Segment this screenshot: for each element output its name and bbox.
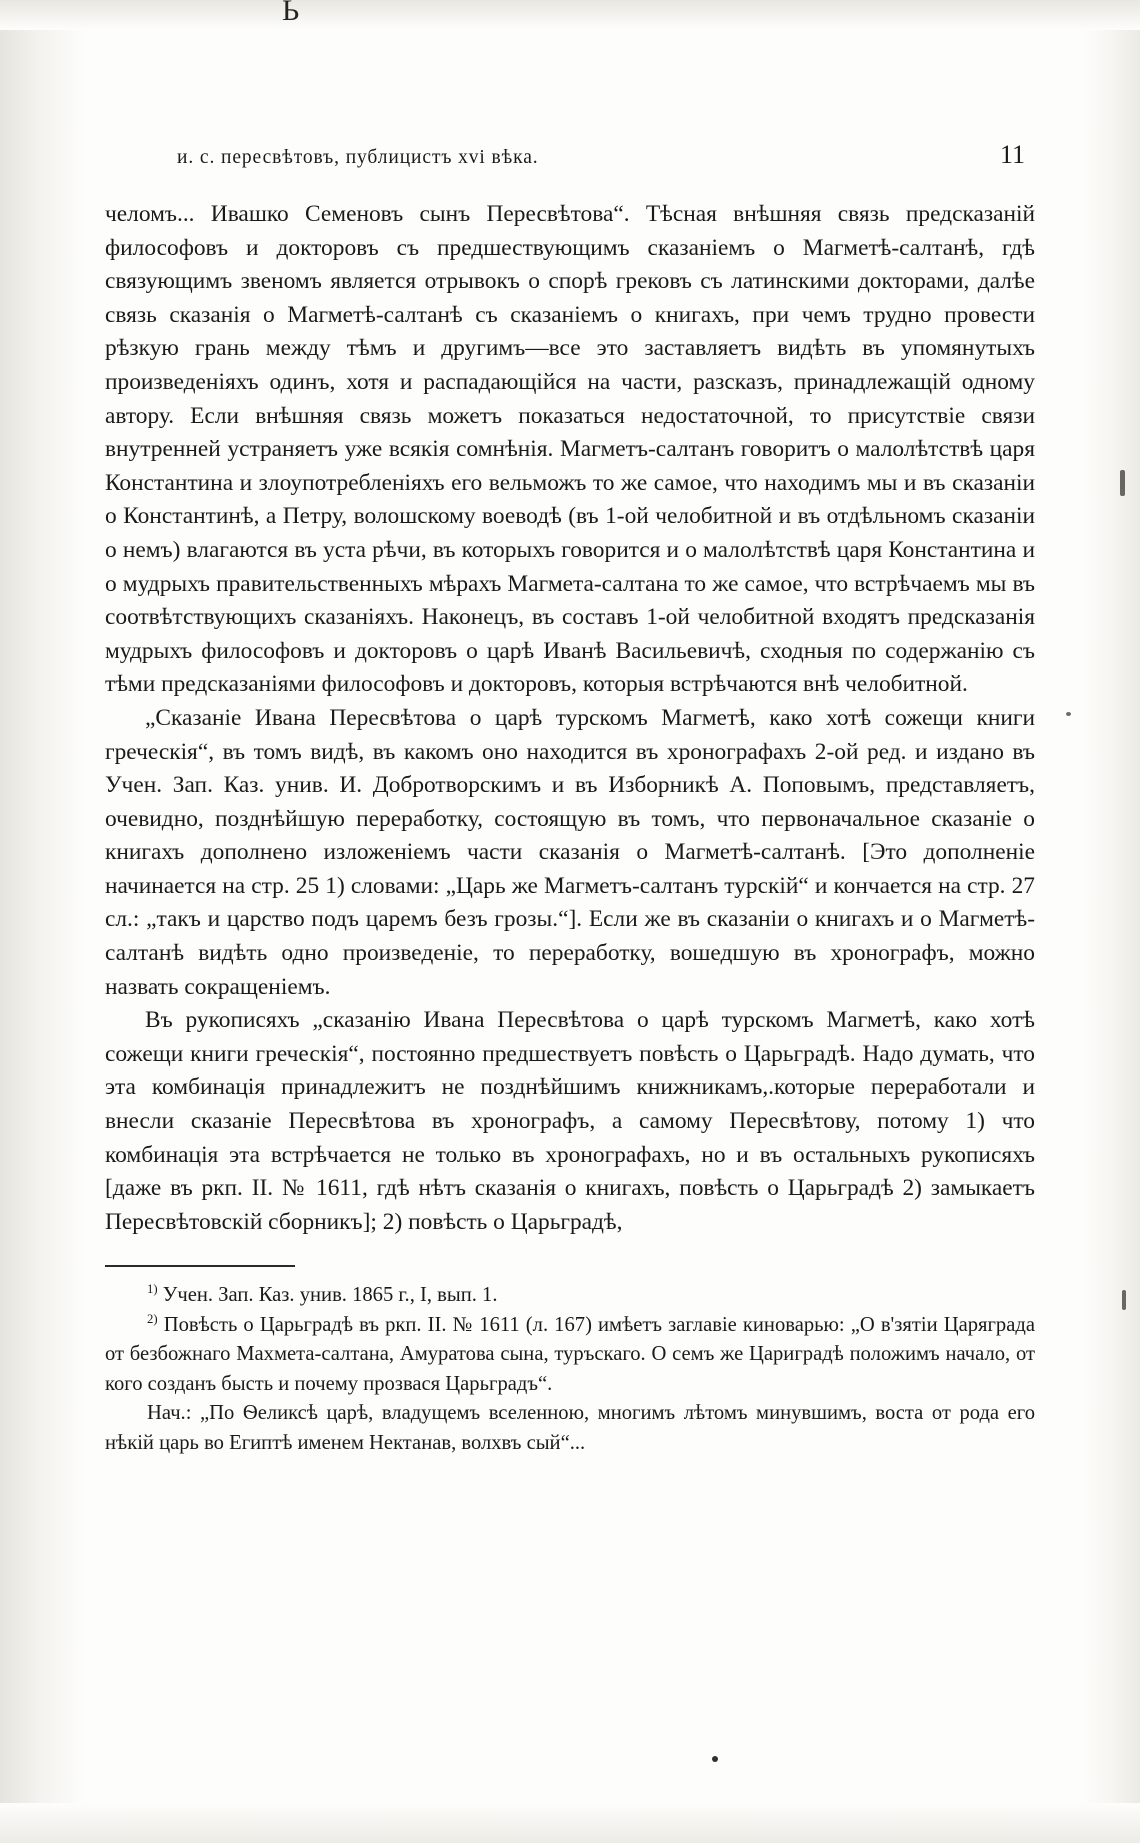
body-text bbox=[105, 198, 1035, 1239]
page-content bbox=[105, 140, 1035, 1458]
paragraph: Въ рукописяхъ „сказанію Ивана Пересвѣтова о царѣ турскомъ Магметѣ, како хотѣ сожещи книги греческія“, постоянно предшествуетъ повѣсть о Царьградѣ. Надо думать, что эта комбинація принадлежитъ не позднѣйшимъ книжникамъ,.которые переработали и внесли сказаніе Пересвѣтова въ хронографъ, а самому Пересвѣтову, потому 1) что комбинація эта встрѣчается не только въ хронографахъ, но и въ остальныхъ рукописяхъ [даже въ ркп. II. № 1611, гдѣ нѣтъ сказанія о книгахъ, повѣсть о Царьградѣ 2) замыкаетъ Пересвѣтовскій сборникъ]; 2) повѣсть о Царьградѣ, bbox=[105, 1007, 1035, 1235]
page-edge-shadow-right bbox=[1080, 0, 1140, 1843]
page-edge-shadow-left bbox=[0, 0, 86, 1843]
footnote-marker: 1) bbox=[147, 1282, 158, 1297]
footnote-text: Нач.: „По Ѳеликсѣ царѣ, владущемъ вселенною, многимъ лѣтомъ минувшимъ, воста от рода его нѣкій царь во Египтѣ именем Нектанав, волхвъ сый“... bbox=[105, 1402, 1035, 1454]
paragraph: „Сказаніе Ивана Пересвѣтова о царѣ турскомъ Магметѣ, како хотѣ сожещи книги греческія“, въ томъ видѣ, въ какомъ оно находится въ хронографахъ 2-ой ред. и издано въ Учен. Зап. Каз. унив. И. Добротворскимъ и въ Изборникѣ А. Поповымъ, представляетъ, очевидно, позднѣйшую переработку, состоящую въ томъ, что первоначальное сказаніе о книгахъ дополнено изложеніемъ части сказанія о Магметѣ-салтанѣ. [Это дополненіе начинается на стр. 25 1) словами: „Царь же Магметъ-салтанъ турскій“ и кончается на стр. 27 сл.: „такъ и царство подъ царемъ безъ грозы.“]. Если же въ сказаніи о книгахъ и о Магметѣ-салтанѣ видѣть одно произведеніе, то переработку, вошедшую въ хронографъ, можно назвать сокращеніемъ. bbox=[105, 704, 1035, 1000]
scan-speck bbox=[1120, 470, 1125, 496]
scan-speck bbox=[1066, 712, 1071, 716]
footnotes bbox=[105, 1281, 1035, 1458]
footnote bbox=[105, 1281, 1035, 1311]
page-edge-shadow-bottom bbox=[0, 1803, 1140, 1843]
scan-speck bbox=[712, 1756, 718, 1762]
footnote-marker: 2) bbox=[147, 1312, 158, 1327]
footnote-separator bbox=[105, 1265, 295, 1267]
page-number: 11 bbox=[999, 140, 1025, 169]
footnote-text: Повѣсть о Царьградѣ въ ркп. II. № 1611 (л. 167) имѣетъ заглавіе киноварью: „О в'зятіи Царяграда от безбожнаго Махмета-салтана, Амуратова сына, туръскаго. О семъ же Цариградѣ положимъ начало, от кого созданъ бысть и почему прозвася Царьградъ“. bbox=[105, 1313, 1035, 1395]
page-edge-shadow-top bbox=[0, 0, 1140, 30]
footnote-continuation bbox=[105, 1399, 1035, 1458]
scan-speck bbox=[1122, 1290, 1126, 1310]
footnote bbox=[105, 1311, 1035, 1400]
footnote-text: Учен. Зап. Каз. унив. 1865 г., I, вып. 1. bbox=[162, 1284, 498, 1307]
running-header bbox=[105, 140, 1035, 170]
paragraph: челомъ... Ивашко Семеновъ сынъ Пересвѣтова“. Тѣсная внѣшняя связь предсказаній философовъ и докторовъ съ предшествующимъ сказаніемъ о Магметѣ-салтанѣ, гдѣ связующимъ звеномъ является отрывокъ о спорѣ грековъ съ латинскими докторами, далѣе связь сказанія о Магметѣ-салтанѣ съ сказаніемъ о книгахъ, при чемъ трудно провести рѣзкую грань между тѣмъ и другимъ—все это заставляетъ видѣть въ упомянутыхъ произведеніяхъ одинъ, хотя и распадающійся на части, разсказъ, принадлежащій одному автору. Если внѣшняя связь можетъ показаться недостаточной, то присутствіе связи внутренней устраняетъ уже всякія сомнѣнія. Магметъ-салтанъ говоритъ о малолѣтствѣ царя Константина и злоупотребленіяхъ его вельможъ то же самое, что находимъ мы и въ сказаніи о Константинѣ, а Петру, волошскому воеводѣ (въ 1-ой челобитной и въ отдѣльномъ сказаніи о немъ) влагаются въ уста рѣчи, въ которыхъ говорится и о малолѣтствѣ царя Константина и о мудрыхъ правительственныхъ мѣрахъ Магмета-салтана то же самое, что встрѣчаемъ мы въ соотвѣтствующихъ сказаніяхъ. Наконецъ, въ составъ 1-ой челобитной входятъ предсказанія мудрыхъ философовъ и докторовъ о царѣ Иванѣ Васильевичѣ, сходныя по содержанію съ тѣми предсказаніями философовъ и докторовъ, которыя встрѣчаются внѣ челобитной. bbox=[105, 201, 1035, 698]
scan-artifact-glyph: Ь bbox=[282, 0, 300, 27]
running-head-title: и. с. пересвѣтовъ, публицистъ хvi вѣка. bbox=[177, 147, 539, 168]
